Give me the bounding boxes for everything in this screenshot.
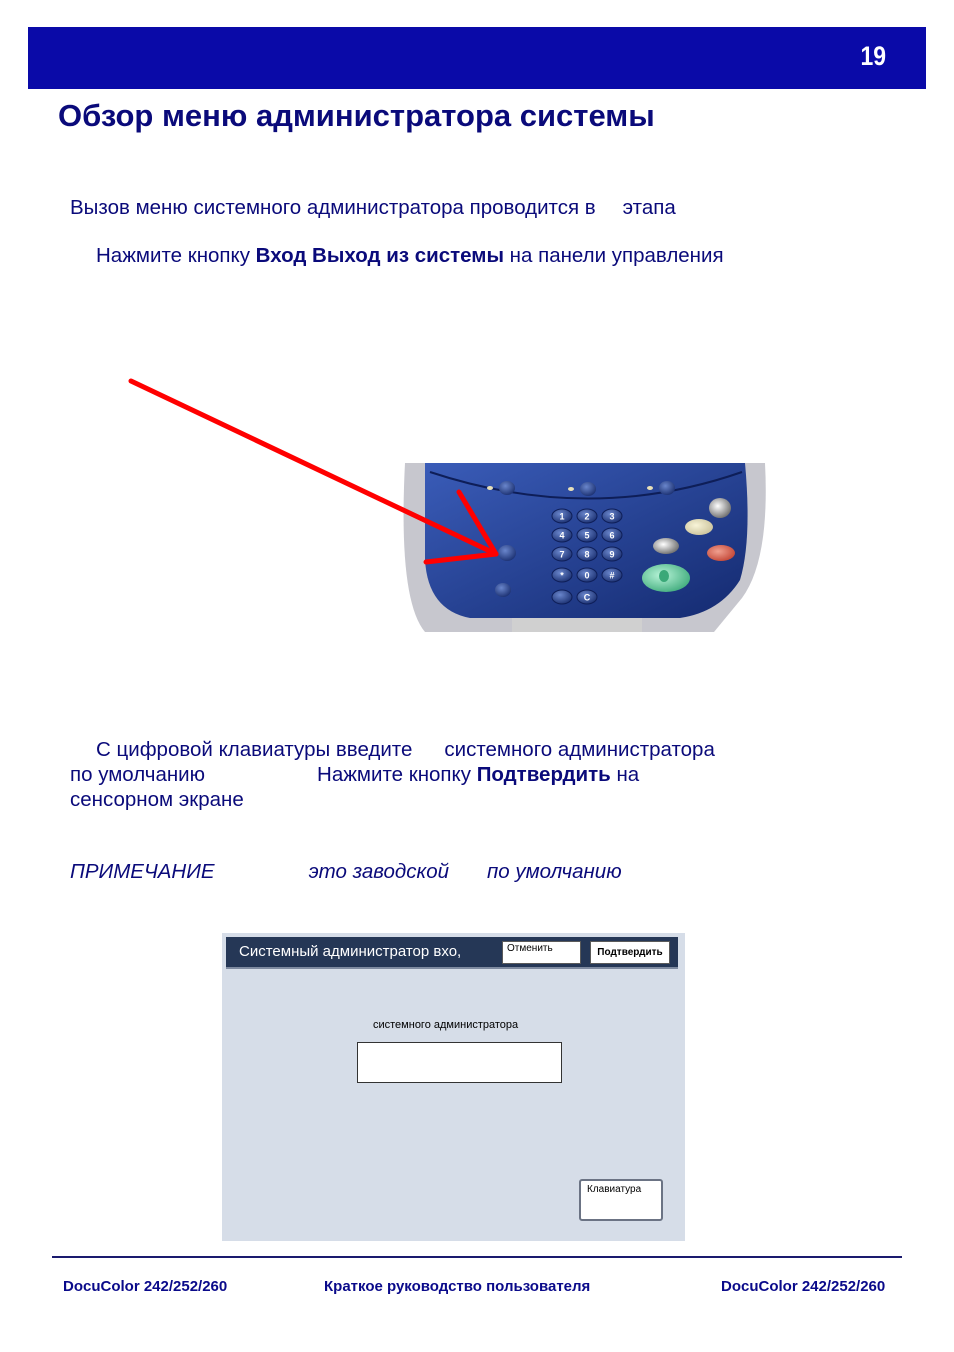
intro-text-2: этапа (622, 196, 676, 219)
panel-left-button[interactable] (495, 583, 511, 597)
screen-header (226, 937, 678, 969)
keypad-key-blank[interactable] (552, 590, 572, 604)
top-button-3 (659, 481, 675, 495)
keypad-key-label: 8 (584, 549, 590, 560)
step2-line2 (70, 763, 639, 787)
step2-text-2c: на (616, 763, 640, 786)
interrupt-button[interactable] (685, 519, 713, 535)
footer-left: DocuColor 242/252/260 (63, 1278, 228, 1295)
keypad-key-label: 3 (609, 511, 615, 522)
step2-confirm-name: Подтвердить (476, 763, 611, 786)
touch-screen (222, 933, 685, 1241)
top-indicator-2 (568, 487, 574, 491)
intro-text-1: Вызов меню системного администратора проводится в (70, 196, 596, 219)
note-text-end: по умолчанию (487, 860, 622, 883)
top-indicator-3 (647, 486, 653, 490)
top-button-2 (580, 482, 596, 496)
step2-line3: сенсорном экране (70, 788, 244, 811)
step1-pre: Нажмите кнопку (96, 244, 250, 267)
clear-all-button[interactable] (709, 498, 731, 518)
login-logout-button[interactable] (498, 545, 516, 561)
keypad-key-label: 1 (559, 511, 565, 522)
footer-divider (52, 1256, 902, 1258)
page-number: 19 (860, 41, 886, 71)
note-text-mid: это заводской (308, 860, 449, 883)
step2-line1 (96, 738, 715, 762)
step1-post: на панели управления (509, 244, 724, 267)
page-title: Обзор меню администратора системы (58, 98, 655, 133)
keypad-key-label: # (609, 570, 615, 581)
footer-right: DocuColor 242/252/260 (721, 1278, 886, 1295)
password-field-label: системного администратора (373, 1019, 519, 1031)
keypad-key-label: C (583, 592, 591, 603)
step2-text-1a: С цифровой клавиатуры введите (96, 738, 413, 761)
start-button-icon (659, 570, 669, 582)
stop-button[interactable] (707, 545, 735, 561)
top-button-1 (499, 481, 515, 495)
keypad-key-label: 6 (609, 530, 615, 541)
confirm-button[interactable]: Подтвердить (590, 941, 670, 964)
keypad-key-label: 0 (584, 570, 590, 581)
keypad-key-label: * (560, 570, 564, 581)
top-indicator-1 (487, 486, 493, 490)
pause-button[interactable] (653, 538, 679, 554)
keypad-key-label: 9 (609, 549, 615, 560)
screen-title: Системный администратор вхо, (239, 943, 462, 960)
step2-text-2a: по умолчанию (70, 763, 206, 786)
keypad-key-label: 4 (559, 530, 565, 541)
step2-text-2b: Нажмите кнопку (317, 763, 471, 786)
note-label: ПРИМЕЧАНИЕ (70, 860, 215, 883)
note-paragraph (70, 860, 622, 884)
keypad-key-label: 2 (584, 511, 590, 522)
password-input[interactable] (357, 1042, 562, 1083)
footer-center: Краткое руководство пользователя (324, 1278, 591, 1295)
keyboard-button[interactable]: Клавиатура (579, 1179, 663, 1221)
step1-button-name: Вход Выход из системы (255, 244, 504, 267)
keypad-key-label: 7 (559, 549, 565, 560)
step2-text-1b: системного администратора (444, 738, 715, 761)
keypad-key-label: 5 (584, 530, 590, 541)
cancel-button[interactable]: Отменить (502, 941, 581, 964)
